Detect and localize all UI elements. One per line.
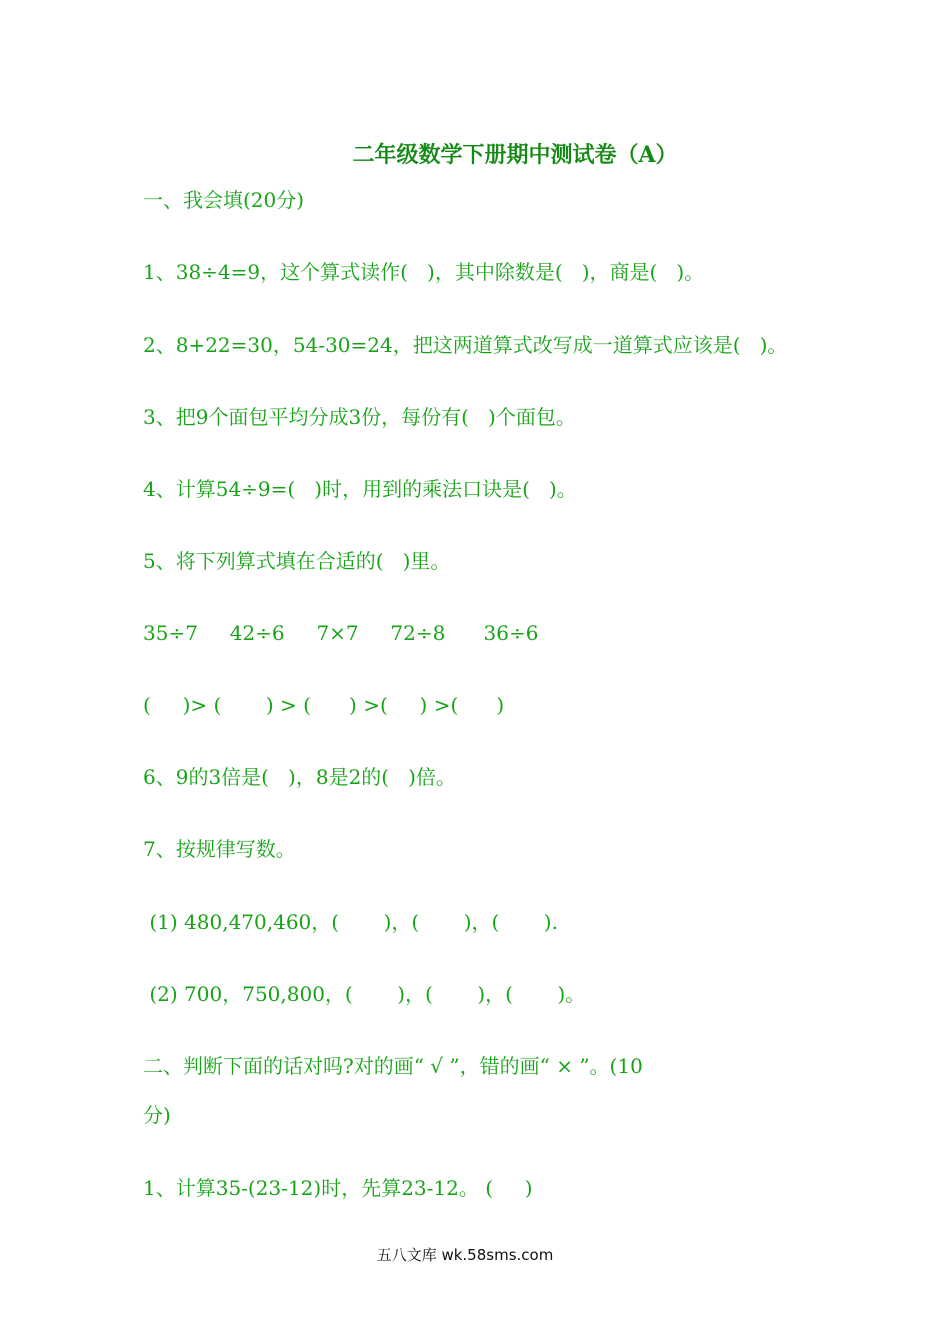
question-2-1: 1、计算35-(23-12)时，先算23-12。 ( ) bbox=[143, 1176, 533, 1200]
expression-list: 35÷7 42÷6 7×7 72÷8 36÷6 bbox=[143, 621, 539, 645]
question-1-4: 4、计算54÷9=( )时，用到的乘法口诀是( )。 bbox=[143, 477, 577, 501]
section-heading-1: 一、我会填(20分) bbox=[143, 188, 305, 212]
question-1-6: 6、9的3倍是( )，8是2的( )倍。 bbox=[143, 765, 456, 789]
footer-watermark: 五八文库 wk.58sms.com bbox=[376, 1246, 554, 1264]
question-1-5: 5、将下列算式填在合适的( )里。 bbox=[143, 549, 451, 573]
question-1-3: 3、把9个面包平均分成3份，每份有( )个面包。 bbox=[143, 405, 576, 429]
answer-blanks: ( )> ( ) > ( ) >( ) >( ) bbox=[143, 693, 505, 717]
page-title: 二年级数学下册期中测试卷（A） bbox=[352, 142, 678, 168]
question-1-1: 1、38÷4=9，这个算式读作( )，其中除数是( )，商是( )。 bbox=[143, 260, 705, 284]
question-1-7-part-1: (1) 480,470,460，( )，( )，( ). bbox=[143, 910, 558, 934]
section-heading-2: 二、判断下面的话对吗?对的画“ √ ”，错的画“ × ”。(10 bbox=[143, 1054, 643, 1078]
question-1-7: 7、按规律写数。 bbox=[143, 837, 296, 861]
question-1-2: 2、8+22=30，54-30=24，把这两道算式改写成一道算式应该是( )。 bbox=[143, 333, 788, 357]
section-heading-2-cont: 分) bbox=[143, 1103, 171, 1127]
question-1-7-part-2: (2) 700，750,800，( )，( )，( )。 bbox=[143, 982, 586, 1006]
